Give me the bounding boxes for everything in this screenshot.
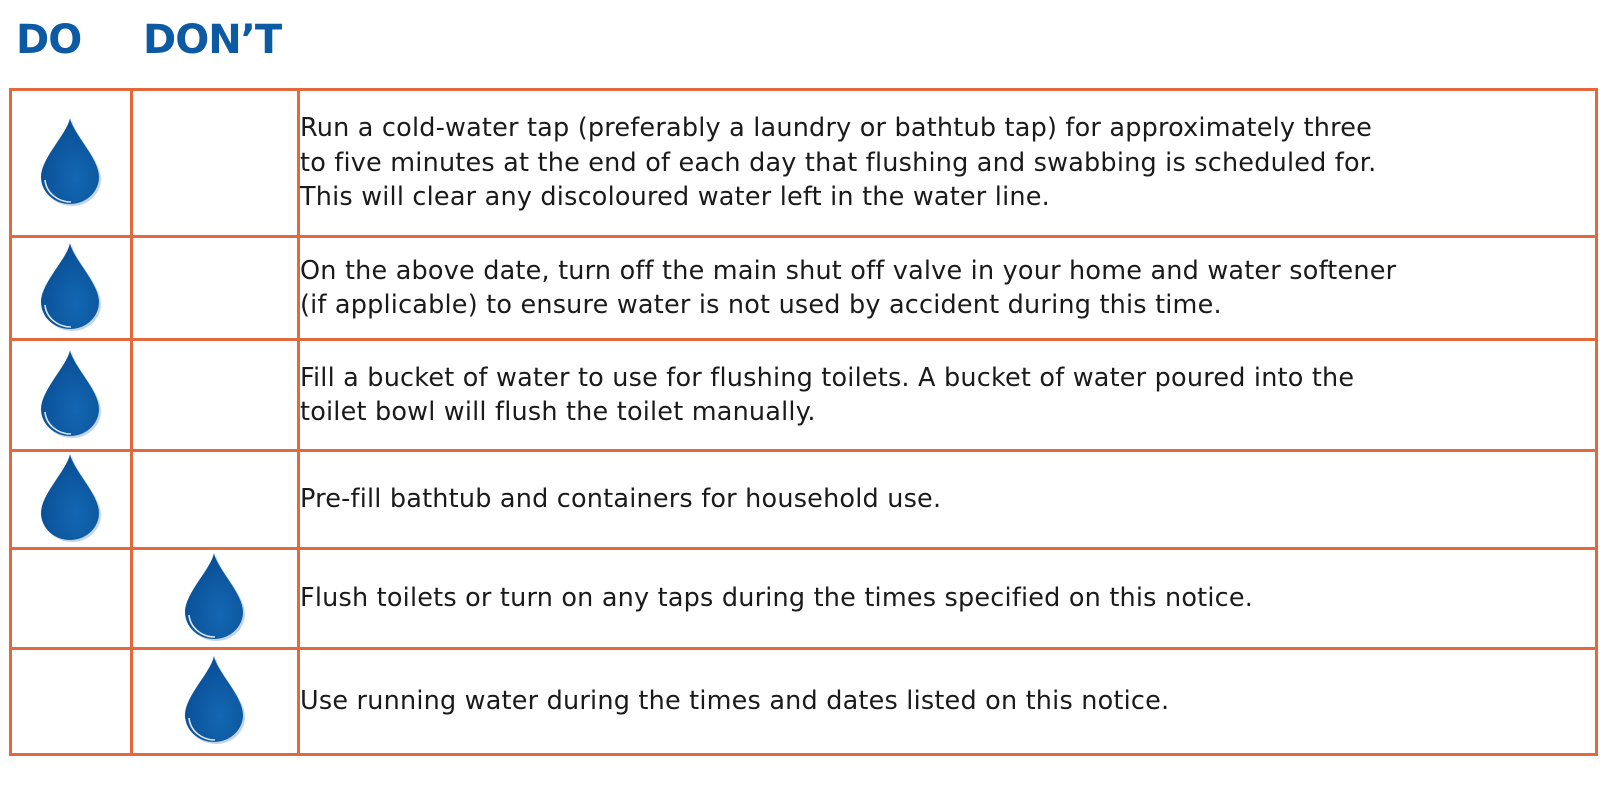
water-drop-icon: [37, 452, 103, 542]
instruction-line: Use running water during the times and dates listed on this notice.: [300, 686, 1170, 717]
do-column-heading: DO: [16, 17, 82, 63]
instruction-text: [299, 451, 1597, 549]
table-row: [11, 451, 1597, 549]
dont-column-heading: DON’T: [143, 17, 282, 63]
water-drop-icon: [37, 348, 103, 438]
instruction-line: This will clear any discoloured water left in the water line.: [300, 182, 1050, 213]
table-row: [11, 340, 1597, 451]
do-cell: [11, 90, 132, 237]
water-drop-icon: [37, 116, 103, 206]
table-row: [11, 90, 1597, 237]
dont-cell: [132, 649, 299, 755]
water-drop-icon: [37, 241, 103, 331]
table-row: [11, 237, 1597, 340]
do-cell: [11, 549, 132, 649]
water-drop-icon: [181, 654, 247, 744]
do-cell: [11, 237, 132, 340]
instruction-line: (if applicable) to ensure water is not used by accident during this time.: [300, 290, 1222, 320]
dont-cell: [132, 90, 299, 237]
do-cell: [11, 451, 132, 549]
instruction-text: [299, 649, 1597, 755]
dont-cell: [132, 549, 299, 649]
instruction-line: Flush toilets or turn on any taps during the times specified on this notice.: [300, 583, 1254, 614]
dont-cell: [132, 451, 299, 549]
dont-cell: [132, 237, 299, 340]
instruction-line: toilet bowl will flush the toilet manually.: [300, 397, 816, 427]
water-drop-icon: [181, 551, 247, 641]
instruction-line: to five minutes at the end of each day that flushing and swabbing is scheduled for.: [300, 147, 1377, 178]
table-row: [11, 549, 1597, 649]
instruction-line: Fill a bucket of water to use for flushing toilets. A bucket of water poured into the: [300, 362, 1355, 393]
instruction-text: [299, 237, 1597, 340]
instruction-text: [299, 90, 1597, 237]
instruction-text: [299, 549, 1597, 649]
instruction-text: [299, 340, 1597, 451]
do-cell: [11, 649, 132, 755]
instruction-line: Run a cold-water tap (preferably a laundry or bathtub tap) for approximately three: [300, 113, 1372, 144]
instruction-line: Pre-fill bathtub and containers for household use.: [300, 484, 942, 515]
dont-cell: [132, 340, 299, 451]
instruction-line: On the above date, turn off the main shut off valve in your home and water softener: [300, 255, 1397, 286]
do-cell: [11, 340, 132, 451]
table-row: [11, 649, 1597, 755]
do-dont-table: [9, 88, 1598, 756]
